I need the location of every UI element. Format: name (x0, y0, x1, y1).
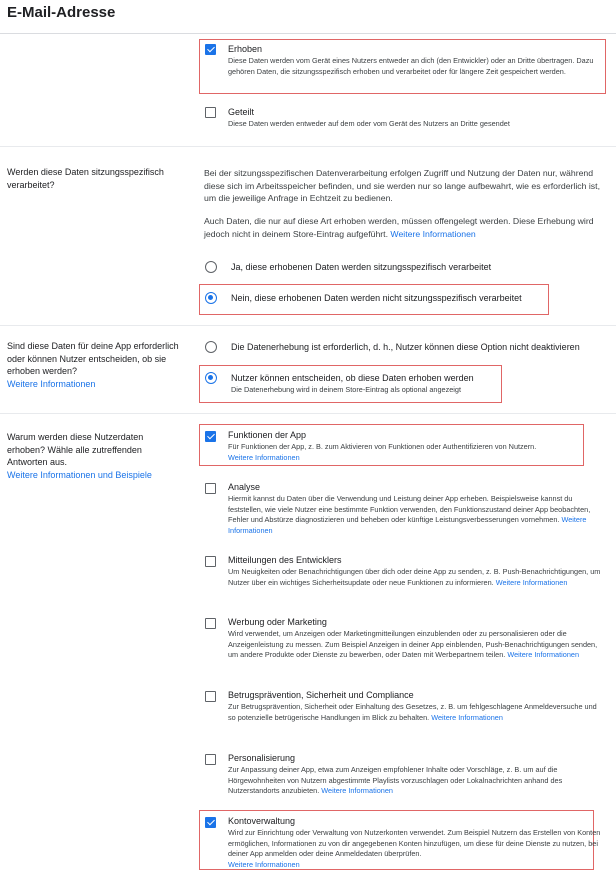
section-divider (0, 146, 616, 147)
purpose-analytics-description-text: Hiermit kannst du Daten über die Verwendung und Leistung deiner App erheben. Beispielsweise kannst du feststellen, wie viele Nutzer eine bestimmte Funktion verwenden, den Funktionszustand deiner App beobachten, Fehler und Abstürze diagnostizieren und beheben oder künftige Leistungsverbesserungen vornehmen. (228, 494, 591, 524)
ephemeral-no-radio[interactable] (205, 292, 217, 304)
purpose-analytics-label: Analyse (228, 482, 261, 492)
required-question-text: Sind diese Daten für deine App erforderlich oder können Nutzer entscheiden, ob sie erhoben werden? (7, 341, 179, 376)
purpose-app-functionality-label: Funktionen der App (228, 430, 307, 440)
erhoben-description: Diese Daten werden vom Gerät eines Nutzers entweder an dich (den Entwickler) oder an Dritte übertragen. Dazu gehören Daten, die sitzungsspezifisch erhoben und verarbeitet oder für längere Zeit gespeichert werden. (228, 56, 594, 76)
purpose-developer-communications-checkbox[interactable] (205, 556, 216, 567)
purpose-personalization-more-info-link[interactable]: Weitere Informationen (321, 786, 393, 795)
ephemeral-more-info-link[interactable]: Weitere Informationen (390, 228, 476, 239)
required-optional-radio[interactable] (205, 372, 217, 384)
ephemeral-yes-radio[interactable] (205, 261, 217, 273)
purpose-developer-communications-description-text: Um Neuigkeiten oder Benachrichtigungen über dich oder deine App zu senden, z. B. Push-Benachrichtigungen, um Nutzer über ein wichtiges Sicherheitsupdate oder neue Funktionen zu informieren. (228, 567, 601, 587)
purpose-advertising-marketing-more-info-link[interactable]: Weitere Informationen (507, 650, 579, 659)
purpose-advertising-marketing-description-text: Wird verwendet, um Anzeigen oder Marketingmitteilungen einzublenden oder zu personalisieren oder die Anzeigenleistung zu messen. Zum Beispiel Anzeigen in deiner App einblenden, Push-Benachrichtigungen senden, um andere Produkte oder Dienste zu bewerben, oder Daten mit Werbepartnern teilen. (228, 629, 598, 659)
purpose-advertising-marketing-checkbox[interactable] (205, 618, 216, 629)
purpose-developer-communications-description (228, 567, 606, 588)
purpose-personalization-description (228, 765, 606, 797)
purposes-question-text: Warum werden diese Nutzerdaten erhoben? Wähle alle zutreffenden Antworten aus. (7, 432, 144, 467)
required-optional-description: Die Datenerhebung wird in deinem Store-Eintrag als optional angezeigt (231, 385, 461, 394)
highlight-required-optional (199, 365, 502, 403)
section-divider (0, 413, 616, 414)
geteilt-description: Diese Daten werden entweder auf dem oder vom Gerät des Nutzers an Dritte gesendet (228, 119, 510, 128)
geteilt-checkbox[interactable] (205, 107, 216, 118)
purpose-advertising-marketing-description (228, 629, 606, 661)
required-optional-label: Nutzer können entscheiden, ob diese Daten erhoben werden (231, 373, 474, 383)
required-question (7, 340, 182, 390)
purpose-app-functionality-checkbox[interactable] (205, 431, 216, 442)
page-title: E-Mail-Adresse (7, 4, 116, 21)
purpose-personalization-label: Personalisierung (228, 753, 296, 763)
purpose-account-management-checkbox[interactable] (205, 817, 216, 828)
purpose-account-management-more-info-link[interactable]: Weitere Informationen (228, 859, 300, 869)
purpose-fraud-prevention-security-more-info-link[interactable]: Weitere Informationen (431, 712, 503, 722)
geteilt-label: Geteilt (228, 107, 255, 117)
ephemeral-paragraph-1: Bei der sitzungsspezifischen Datenverarbeitung erfolgen Zugriff und Nutzung der Daten nur, während diese sich im Arbeitsspeicher befinden, und sie werden nur so lange aufbewahrt, wie es erforderlich ist, um die jeweilige Anfrage in Echtzeit zu bedienen. (204, 168, 600, 204)
purposes-more-info-link[interactable]: Weitere Informationen und Beispiele (7, 469, 152, 480)
purpose-account-management-description-text: Wird zur Einrichtung oder Verwaltung von Nutzerkonten verwendet. Zum Beispiel Nutzern das Erstellen von Konten ermöglichen, Informationen zu von dir angegebenen Konten hinzufügen, um diese für deine Dienste zu nutzen, bei deiner App anmelden oder deine Anmeldedaten überprüfen. (228, 828, 601, 858)
page-header (0, 0, 616, 34)
purpose-developer-communications-label: Mitteilungen des Entwicklers (228, 555, 342, 565)
purpose-analytics-description (228, 494, 606, 536)
purpose-fraud-prevention-security-description (228, 702, 606, 723)
purposes-question (7, 431, 182, 481)
required-mandatory-radio[interactable] (205, 341, 217, 353)
purpose-personalization-description-text: Zur Anpassung deiner App, etwa zum Anzeigen empfohlener Inhalte oder Vorschläge, z. B. um auf die Hörgewohnheiten von Nutzern abgestimmte Playlists vorzuschlagen oder Lokalnachrichten anhand des Nutzerstandorts anzubieten. (228, 765, 563, 795)
purpose-fraud-prevention-security-description-text: Zur Betrugsprävention, Sicherheit oder Einhaltung des Gesetzes, z. B. um fehlgeschlagene Anmeldeversuche und so potenzielle betrügerische Handlungen im Blick zu behalten. (228, 702, 597, 722)
purpose-account-management-description (228, 828, 606, 870)
purpose-advertising-marketing-label: Werbung oder Marketing (228, 617, 327, 627)
ephemeral-no-label: Nein, diese erhobenen Daten werden nicht sitzungsspezifisch verarbeitet (231, 293, 522, 303)
purpose-personalization-checkbox[interactable] (205, 754, 216, 765)
ephemeral-yes-label: Ja, diese erhobenen Daten werden sitzungsspezifisch verarbeitet (231, 262, 492, 272)
purpose-app-functionality-description-text: Für Funktionen der App, z. B. zum Aktivieren von Funktionen oder Authentifizieren von Nutzern. (228, 442, 537, 451)
ephemeral-paragraph-2-text: Auch Daten, die nur auf diese Art erhoben werden, müssen offengelegt werden. Diese Erhebung wird jedoch nicht in deinem Store-Eintrag aufgeführt. (204, 216, 594, 239)
purpose-analytics-checkbox[interactable] (205, 483, 216, 494)
purpose-developer-communications-more-info-link[interactable]: Weitere Informationen (495, 577, 568, 587)
ephemeral-question: Werden diese Daten sitzungsspezifisch verarbeitet? (7, 167, 164, 190)
required-mandatory-label: Die Datenerhebung ist erforderlich, d. h., Nutzer können diese Option nicht deaktivieren (231, 342, 580, 352)
erhoben-label: Erhoben (228, 44, 263, 54)
required-more-info-link[interactable]: Weitere Informationen (7, 378, 96, 389)
purpose-app-functionality-more-info-link[interactable]: Weitere Informationen (228, 452, 300, 462)
ephemeral-paragraph-2 (204, 215, 608, 240)
purpose-account-management-label: Kontoverwaltung (228, 816, 296, 826)
erhoben-checkbox[interactable] (205, 44, 216, 55)
section-divider (0, 325, 616, 326)
purpose-fraud-prevention-security-checkbox[interactable] (205, 691, 216, 702)
purpose-analytics-more-info-link[interactable]: Weitere Informationen (228, 515, 587, 535)
purpose-app-functionality-description (228, 442, 606, 463)
purpose-fraud-prevention-security-label: Betrugsprävention, Sicherheit und Compliance (228, 690, 414, 700)
